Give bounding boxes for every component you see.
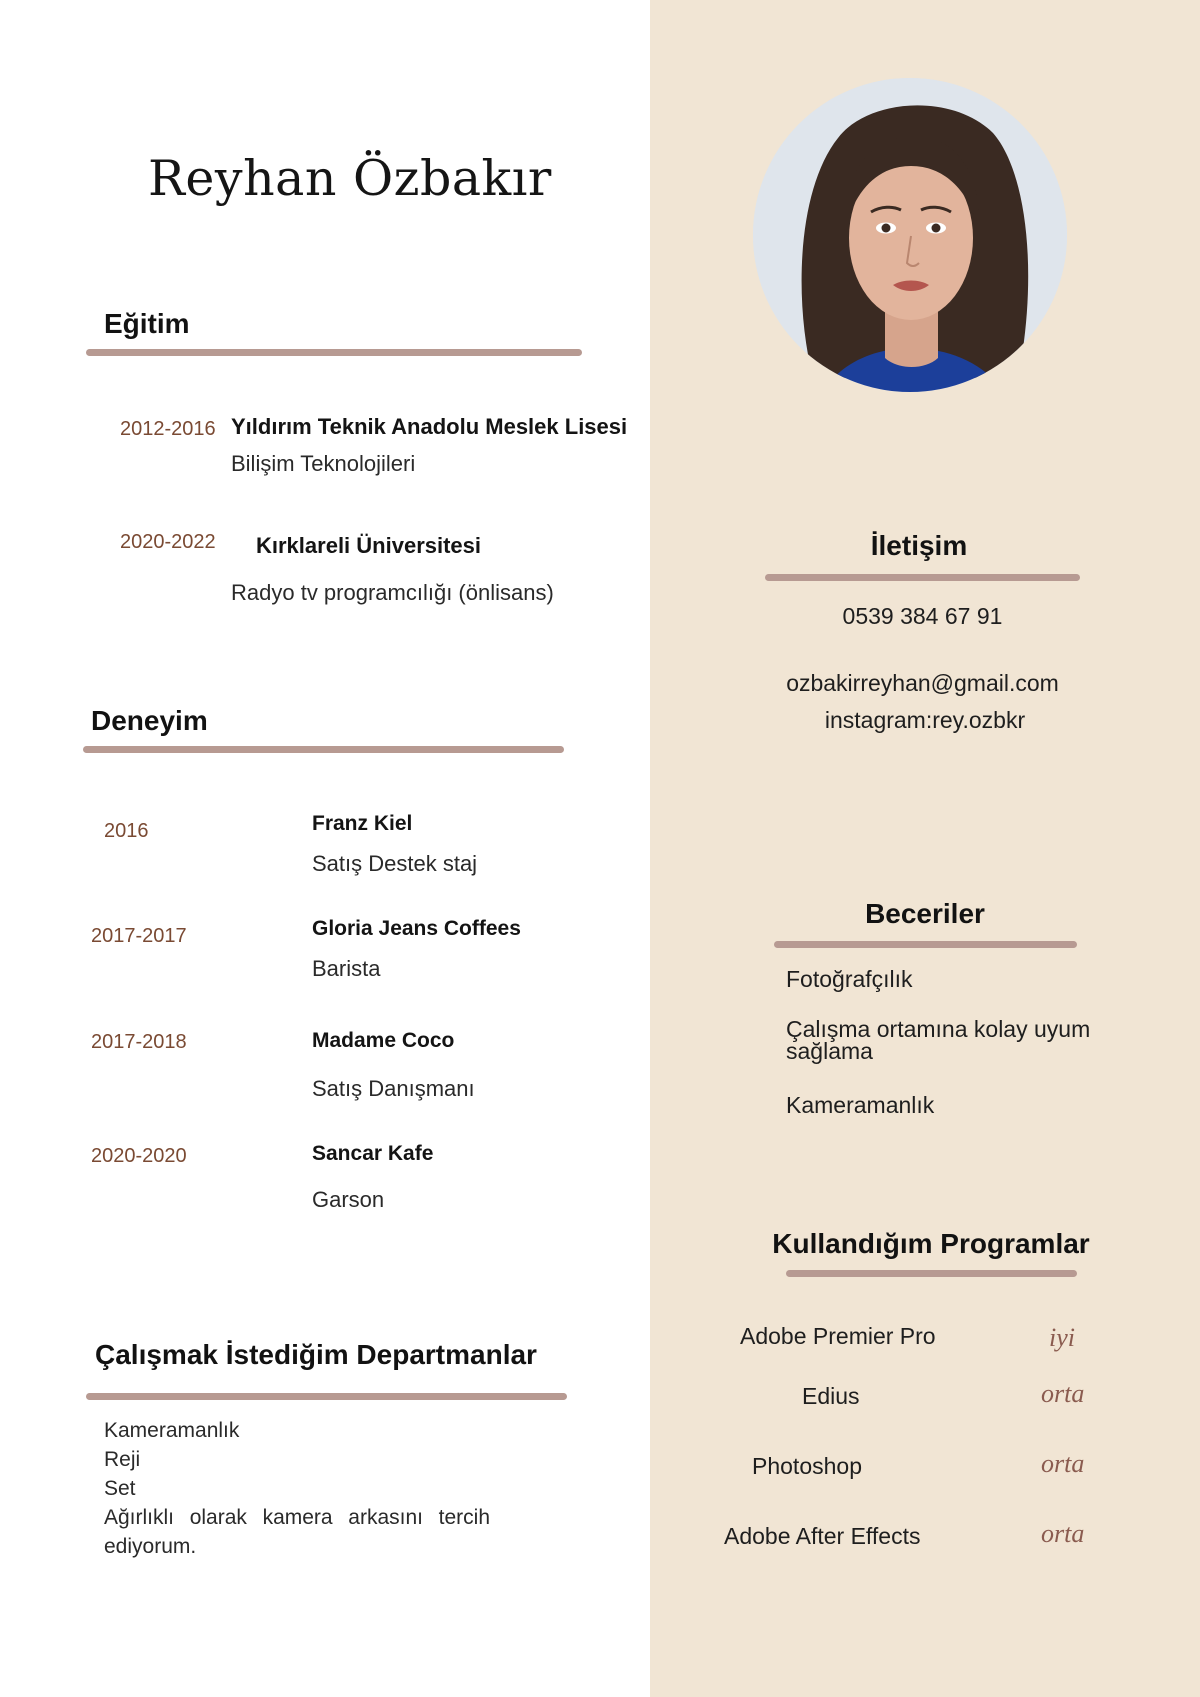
- experience-company: Gloria Jeans Coffees: [312, 917, 521, 940]
- education-program: Radyo tv programcılığı (önlisans): [231, 580, 554, 605]
- department-note: Ağırlıklı olarak kamera arkasını tercih ediyorum.: [104, 1506, 490, 1558]
- education-years: 2020-2022: [120, 531, 216, 553]
- education-program: Bilişim Teknolojileri: [231, 451, 416, 476]
- experience-divider: [83, 746, 564, 753]
- skill-item: Çalışma ortamına kolay uyum sağlama: [786, 1016, 1091, 1064]
- experience-years: 2016: [104, 820, 149, 842]
- contact-instagram[interactable]: instagram:rey.ozbkr: [824, 707, 1026, 733]
- department-item: Reji: [104, 1448, 141, 1471]
- education-school: Yıldırım Teknik Anadolu Meslek Lisesi: [231, 414, 628, 439]
- education-heading: Eğitim: [104, 308, 190, 339]
- program-name: Adobe Premier Pro: [740, 1323, 936, 1349]
- education-divider: [86, 349, 582, 356]
- profile-photo: [753, 78, 1067, 392]
- contact-phone[interactable]: 0539 384 67 91: [842, 603, 1003, 629]
- departments-divider: [86, 1393, 567, 1400]
- contact-divider: [765, 574, 1080, 581]
- programs-heading: Kullandığım Programlar: [772, 1228, 1090, 1259]
- programs-divider: [786, 1270, 1077, 1277]
- skill-item: Fotoğrafçılık: [786, 966, 913, 992]
- experience-role: Barista: [312, 956, 381, 981]
- person-name: Reyhan Özbakır: [148, 150, 552, 207]
- experience-company: Sancar Kafe: [312, 1142, 434, 1165]
- program-level: orta: [1041, 1379, 1085, 1408]
- skill-item: Kameramanlık: [786, 1092, 935, 1118]
- contact-email[interactable]: ozbakirreyhan@gmail.com: [786, 670, 1059, 696]
- department-item: Kameramanlık: [104, 1419, 240, 1442]
- contact-heading: İletişim: [870, 530, 968, 561]
- experience-role: Garson: [312, 1187, 385, 1212]
- program-name: Adobe After Effects: [724, 1523, 921, 1549]
- experience-years: 2017-2017: [91, 925, 187, 947]
- education-years: 2012-2016: [120, 418, 216, 440]
- program-name: Edius: [802, 1383, 860, 1409]
- departments-list: [104, 1416, 490, 1561]
- program-level: orta: [1041, 1449, 1085, 1478]
- experience-company: Madame Coco: [312, 1029, 455, 1052]
- departments-heading: Çalışmak İstediğim Departmanlar: [95, 1339, 537, 1370]
- program-level: orta: [1041, 1519, 1085, 1548]
- education-school: Kırklareli Üniversitesi: [256, 533, 482, 558]
- profile-photo-illustration: [753, 78, 1067, 392]
- experience-years: 2020-2020: [91, 1145, 187, 1167]
- experience-role: Satış Danışmanı: [312, 1076, 475, 1101]
- program-name: Photoshop: [752, 1453, 862, 1479]
- skills-divider: [774, 941, 1077, 948]
- experience-years: 2017-2018: [91, 1031, 187, 1053]
- skills-heading: Beceriler: [865, 898, 985, 929]
- experience-role: Satış Destek staj: [312, 851, 478, 876]
- department-item: Set: [104, 1477, 136, 1500]
- experience-heading: Deneyim: [91, 705, 208, 736]
- program-level: iyi: [1049, 1323, 1075, 1352]
- experience-company: Franz Kiel: [312, 812, 413, 835]
